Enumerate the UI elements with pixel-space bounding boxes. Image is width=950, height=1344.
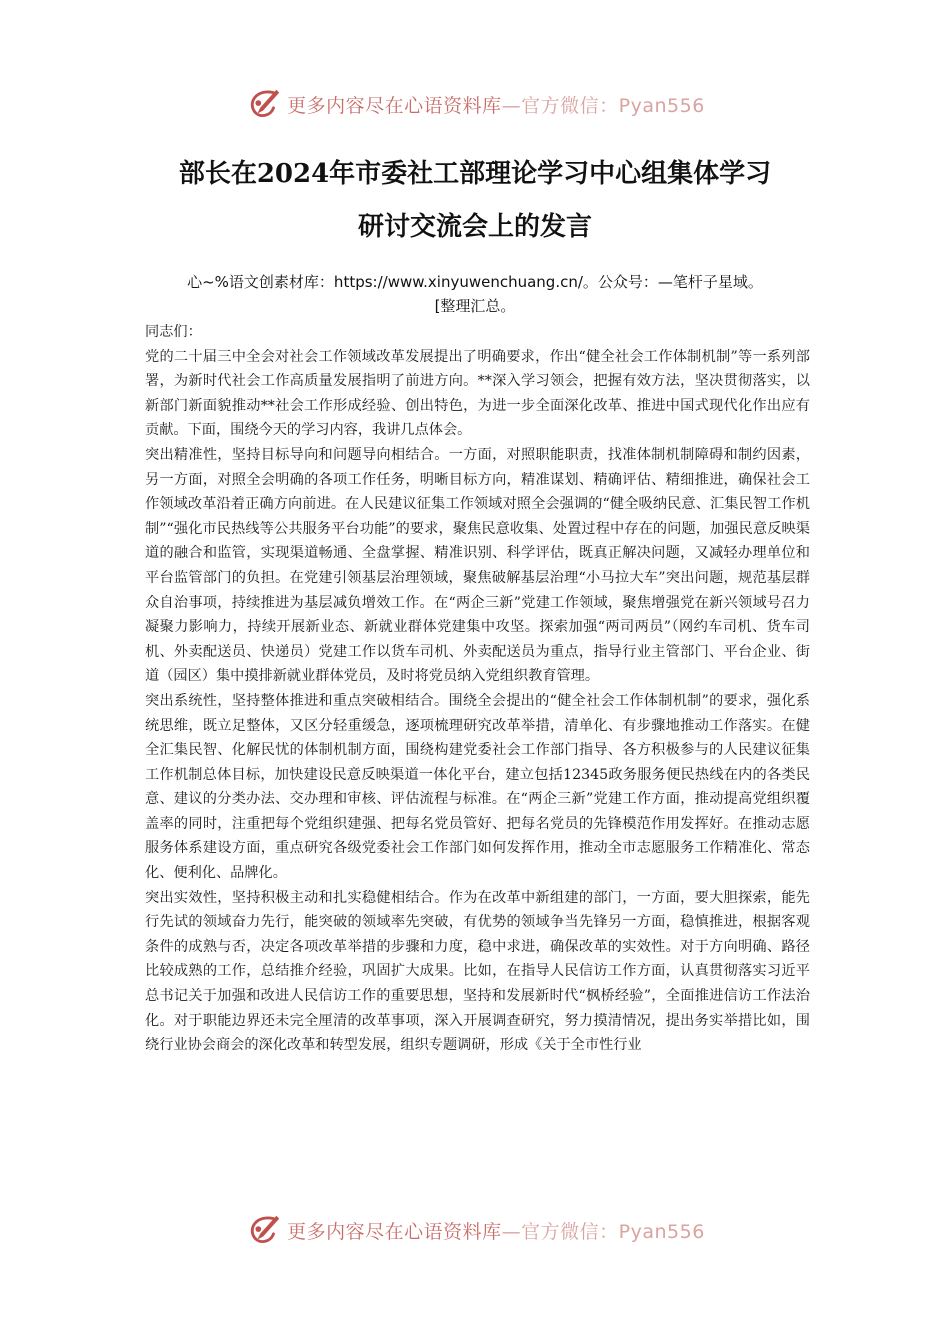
pen-logo-icon xyxy=(245,1211,283,1249)
source-line-2: [整理汇总。 xyxy=(434,297,516,315)
banner-wechat-text: 官方微信：Pyan556 xyxy=(521,94,705,117)
banner-text xyxy=(287,1217,705,1244)
paragraph-precision: 突出精准性，坚持目标导向和问题导向相结合。一方面，对照职能职责，找准体制机制障碍和制约因素，另一方面，对照全会明确的各项工作任务，明晰目标方向，精准谋划、精确评估、精细推进，确保社会工作领域改革沿着正确方向前进。在人民建议征集工作领域对照全会强调的“健全吸纳民意、汇集民智工作机制”“强化市民热线等公共服务平台功能”的要求，聚焦民意收集、处置过程中存在的问题，加强民意反映渠道的融合和监管，实现渠道畅通、全盘掌握、精准识别、科学评估，既真正解决问题，又减轻办理单位和平台监管部门的负担。在党建引领基层治理领域，聚焦破解基层治理“小马拉大车”突出问题，规范基层群众自治事项，持续推进为基层减负增效工作。在“两企三新”党建工作领域，聚焦增强党在新兴领域号召力凝聚力影响力，持续开展新业态、新就业群体党建集中攻坚。探索加强“两司两员”（网约车司机、货车司机、外卖配送员、快递员）党建工作以货车司机、外卖配送员为重点，指导行业主管部门、平台企业、街道（园区）集中摸排新就业群体党员，及时将党员纳入党组织教育管理。 xyxy=(145,446,810,685)
title-line-1: 部长在2024年市委社工部理论学习中心组集体学习 xyxy=(178,159,772,189)
footer-watermark-banner xyxy=(0,1208,950,1252)
banner-dash: — xyxy=(501,94,522,117)
source-note xyxy=(100,270,850,318)
greeting: 同志们： xyxy=(145,324,202,340)
document-body xyxy=(145,320,810,1058)
paragraph-effectiveness: 突出实效性，坚持积极主动和扎实稳健相结合。作为在改革中新组建的部门，一方面，要大胆探索，能先行先试的领域奋力先行，能突破的领域率先突破，有优势的领域争当先锋另一方面，稳慎推进，根据客观条件的成熟与否，决定各项改革举措的步骤和力度，稳中求进，确保改革的实效性。对于方向明确、路径比较成熟的工作，总结推介经验，巩固扩大成果。比如，在指导人民信访工作方面，认真贯彻落实习近平总书记关于加强和改进人民信访工作的重要思想，坚持和发展新时代“枫桥经验”，全面推进信访工作法治化。对于职能边界还未完全厘清的改革事项，深入开展调查研究，努力摸清情况，提出务实举措比如，围绕行业协会商会的深化改革和转型发展，组织专题调研，形成《关于全市性行业 xyxy=(145,889,810,1054)
paragraph-intro: 党的二十届三中全会对社会工作领域改革发展提出了明确要求，作出“健全社会工作体制机制”等一系列部署，为新时代社会工作高质量发展指明了前进方向。**深入学习领会，把握有效方法，坚决贯彻落实，以新部门新面貌推动**社会工作形成经验、创出特色，为进一步全面深化改革、推进中国式现代化作出应有贡献。下面，围绕今天的学习内容，我讲几点体会。 xyxy=(145,348,810,439)
banner-main-text: 更多内容尽在心语资料库 xyxy=(287,1220,502,1243)
paragraph-systematic: 突出系统性，坚持整体推进和重点突破相结合。围绕全会提出的“健全社会工作体制机制”的要求，强化系统思维，既立足整体，又区分轻重缓急，逐项梳理研究改革举措，清单化、有步骤地推动工作落实。在健全汇集民智、化解民忧的体制机制方面，围绕构建党委社会工作部门指导、各方积极参与的人民建议征集工作机制总体目标，加快建设民意反映渠道一体化平台，建立包括12345政务服务便民热线在内的各类民意、建议的分类办法、交办理和审核、评估流程与标准。在“两企三新”党建工作方面，推动提高党组织覆盖率的同时，注重把每个党组织建强、把每名党员管好、把每名党员的先锋模范作用发挥好。在推动志愿服务体系建设方面，重点研究各级党委社会工作部门如何发挥作用，推动全市志愿服务工作精准化、常态化、便利化、品牌化。 xyxy=(145,692,810,882)
pen-logo-icon xyxy=(245,85,283,123)
banner-text xyxy=(287,91,705,118)
title-line-2: 研讨交流会上的发言 xyxy=(357,212,592,242)
banner-dash: — xyxy=(501,1220,522,1243)
document-title xyxy=(100,148,850,254)
banner-wechat-text: 官方微信：Pyan556 xyxy=(521,1220,705,1243)
header-watermark-banner xyxy=(0,82,950,126)
banner-main-text: 更多内容尽在心语资料库 xyxy=(287,94,502,117)
source-line-1: 心~%语文创素材库：https://www.xinyuwenchuang.cn/。公众号：—笔杆子星域。 xyxy=(187,273,763,291)
